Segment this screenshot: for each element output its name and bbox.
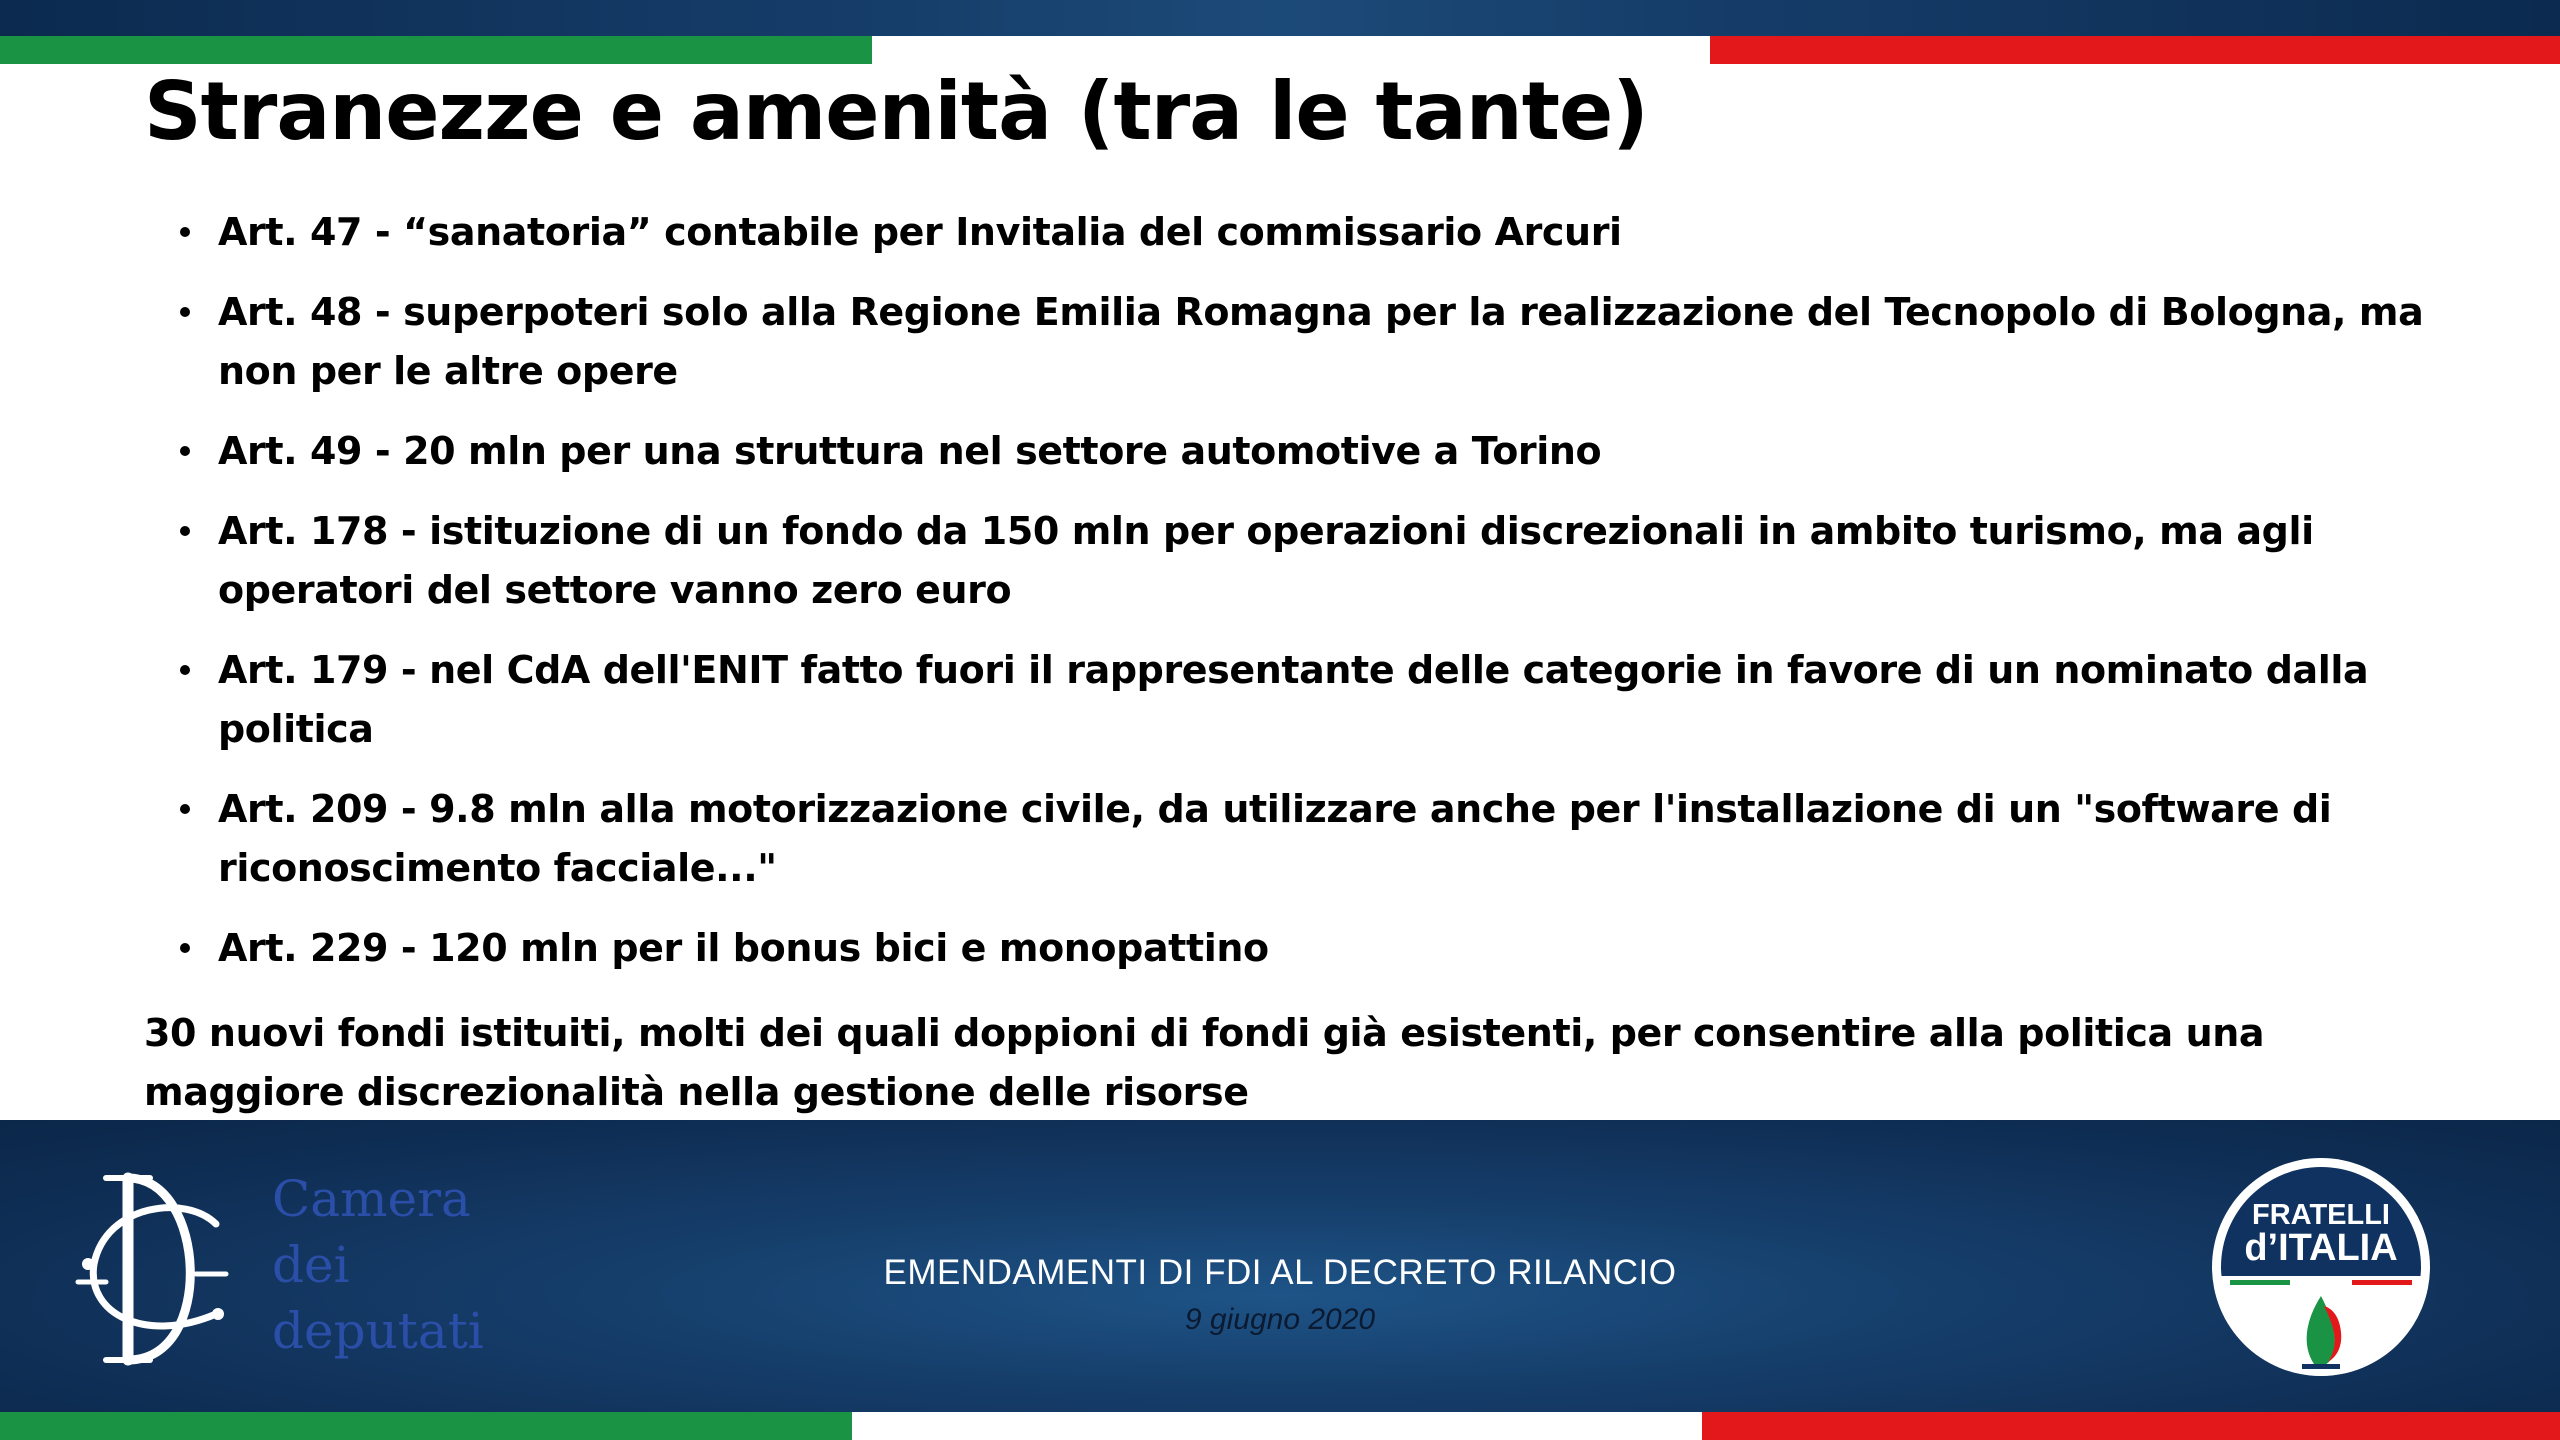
bullet-dot-icon bbox=[180, 446, 190, 456]
camera-dei-deputati-name bbox=[272, 1166, 532, 1364]
bullet-item-art-49 bbox=[180, 422, 2460, 481]
fdi-logo-line2: d’ITALIA bbox=[2244, 1227, 2398, 1269]
bullet-dot-icon bbox=[180, 804, 190, 814]
footer-date: 9 giugno 2020 bbox=[1184, 1303, 1376, 1336]
footer-bar bbox=[0, 1120, 2560, 1412]
bullet-item-art-209 bbox=[180, 780, 2460, 898]
camera-name-line: Camera bbox=[272, 1170, 471, 1228]
closing-statement: 30 nuovi fondi istituiti, molti dei quali doppioni di fondi già esistenti, per consentire alla politica una maggiore discrezionalità nella gestione delle risorse bbox=[144, 1011, 2265, 1114]
bullet-text: Art. 49 - 20 mln per una struttura nel settore automotive a Torino bbox=[218, 429, 1602, 473]
bullet-list bbox=[180, 203, 2460, 999]
bullet-dot-icon bbox=[180, 665, 190, 675]
bullet-text: Art. 48 - superpoteri solo alla Regione Emilia Romagna per la realizzazione del Tecnopolo di Bologna, ma non per le altre opere bbox=[218, 290, 2424, 393]
bottom-red-stripe bbox=[1702, 1412, 2560, 1440]
bullet-dot-icon bbox=[180, 526, 190, 536]
bullet-item-art-47 bbox=[180, 203, 2460, 262]
bullet-text: Art. 47 - “sanatoria” contabile per Invitalia del commissario Arcuri bbox=[218, 210, 1622, 254]
fdi-logo-line1: FRATELLI bbox=[2252, 1199, 2390, 1231]
footer-caption bbox=[780, 1252, 1780, 1340]
bullet-item-art-48 bbox=[180, 283, 2460, 401]
bottom-green-stripe bbox=[0, 1412, 852, 1440]
fratelli-d-italia-logo-icon bbox=[2210, 1156, 2432, 1378]
camera-name-line: dei bbox=[272, 1236, 350, 1294]
camera-dei-deputati-monogram-icon bbox=[66, 1164, 236, 1374]
bullet-item-art-179 bbox=[180, 641, 2460, 759]
top-red-stripe bbox=[1710, 36, 2560, 64]
top-green-stripe bbox=[0, 36, 872, 64]
bullet-item-art-229 bbox=[180, 919, 2460, 978]
bottom-white-stripe bbox=[852, 1412, 1702, 1440]
top-navy-band bbox=[0, 0, 2560, 36]
bullet-text: Art. 209 - 9.8 mln alla motorizzazione civile, da utilizzare anche per l'installazione di un "software di riconoscimento facciale..." bbox=[218, 787, 2332, 890]
bullet-dot-icon bbox=[180, 307, 190, 317]
bullet-text: Art. 178 - istituzione di un fondo da 150 mln per operazioni discrezionali in ambito turismo, ma agli operatori del settore vanno zero euro bbox=[218, 509, 2314, 612]
bullet-dot-icon bbox=[180, 943, 190, 953]
bullet-dot-icon bbox=[180, 227, 190, 237]
bullet-item-art-178 bbox=[180, 502, 2460, 620]
bullet-text: Art. 179 - nel CdA dell'ENIT fatto fuori il rappresentante delle categorie in favore di un nominato dalla politica bbox=[218, 648, 2369, 751]
slide-title: Stranezze e amenità (tra le tante) bbox=[144, 65, 1648, 158]
camera-name-line: deputati bbox=[272, 1302, 484, 1360]
footer-title: EMENDAMENTI DI FDI AL DECRETO RILANCIO bbox=[883, 1253, 1677, 1292]
bullet-text: Art. 229 - 120 mln per il bonus bici e monopattino bbox=[218, 926, 1269, 970]
